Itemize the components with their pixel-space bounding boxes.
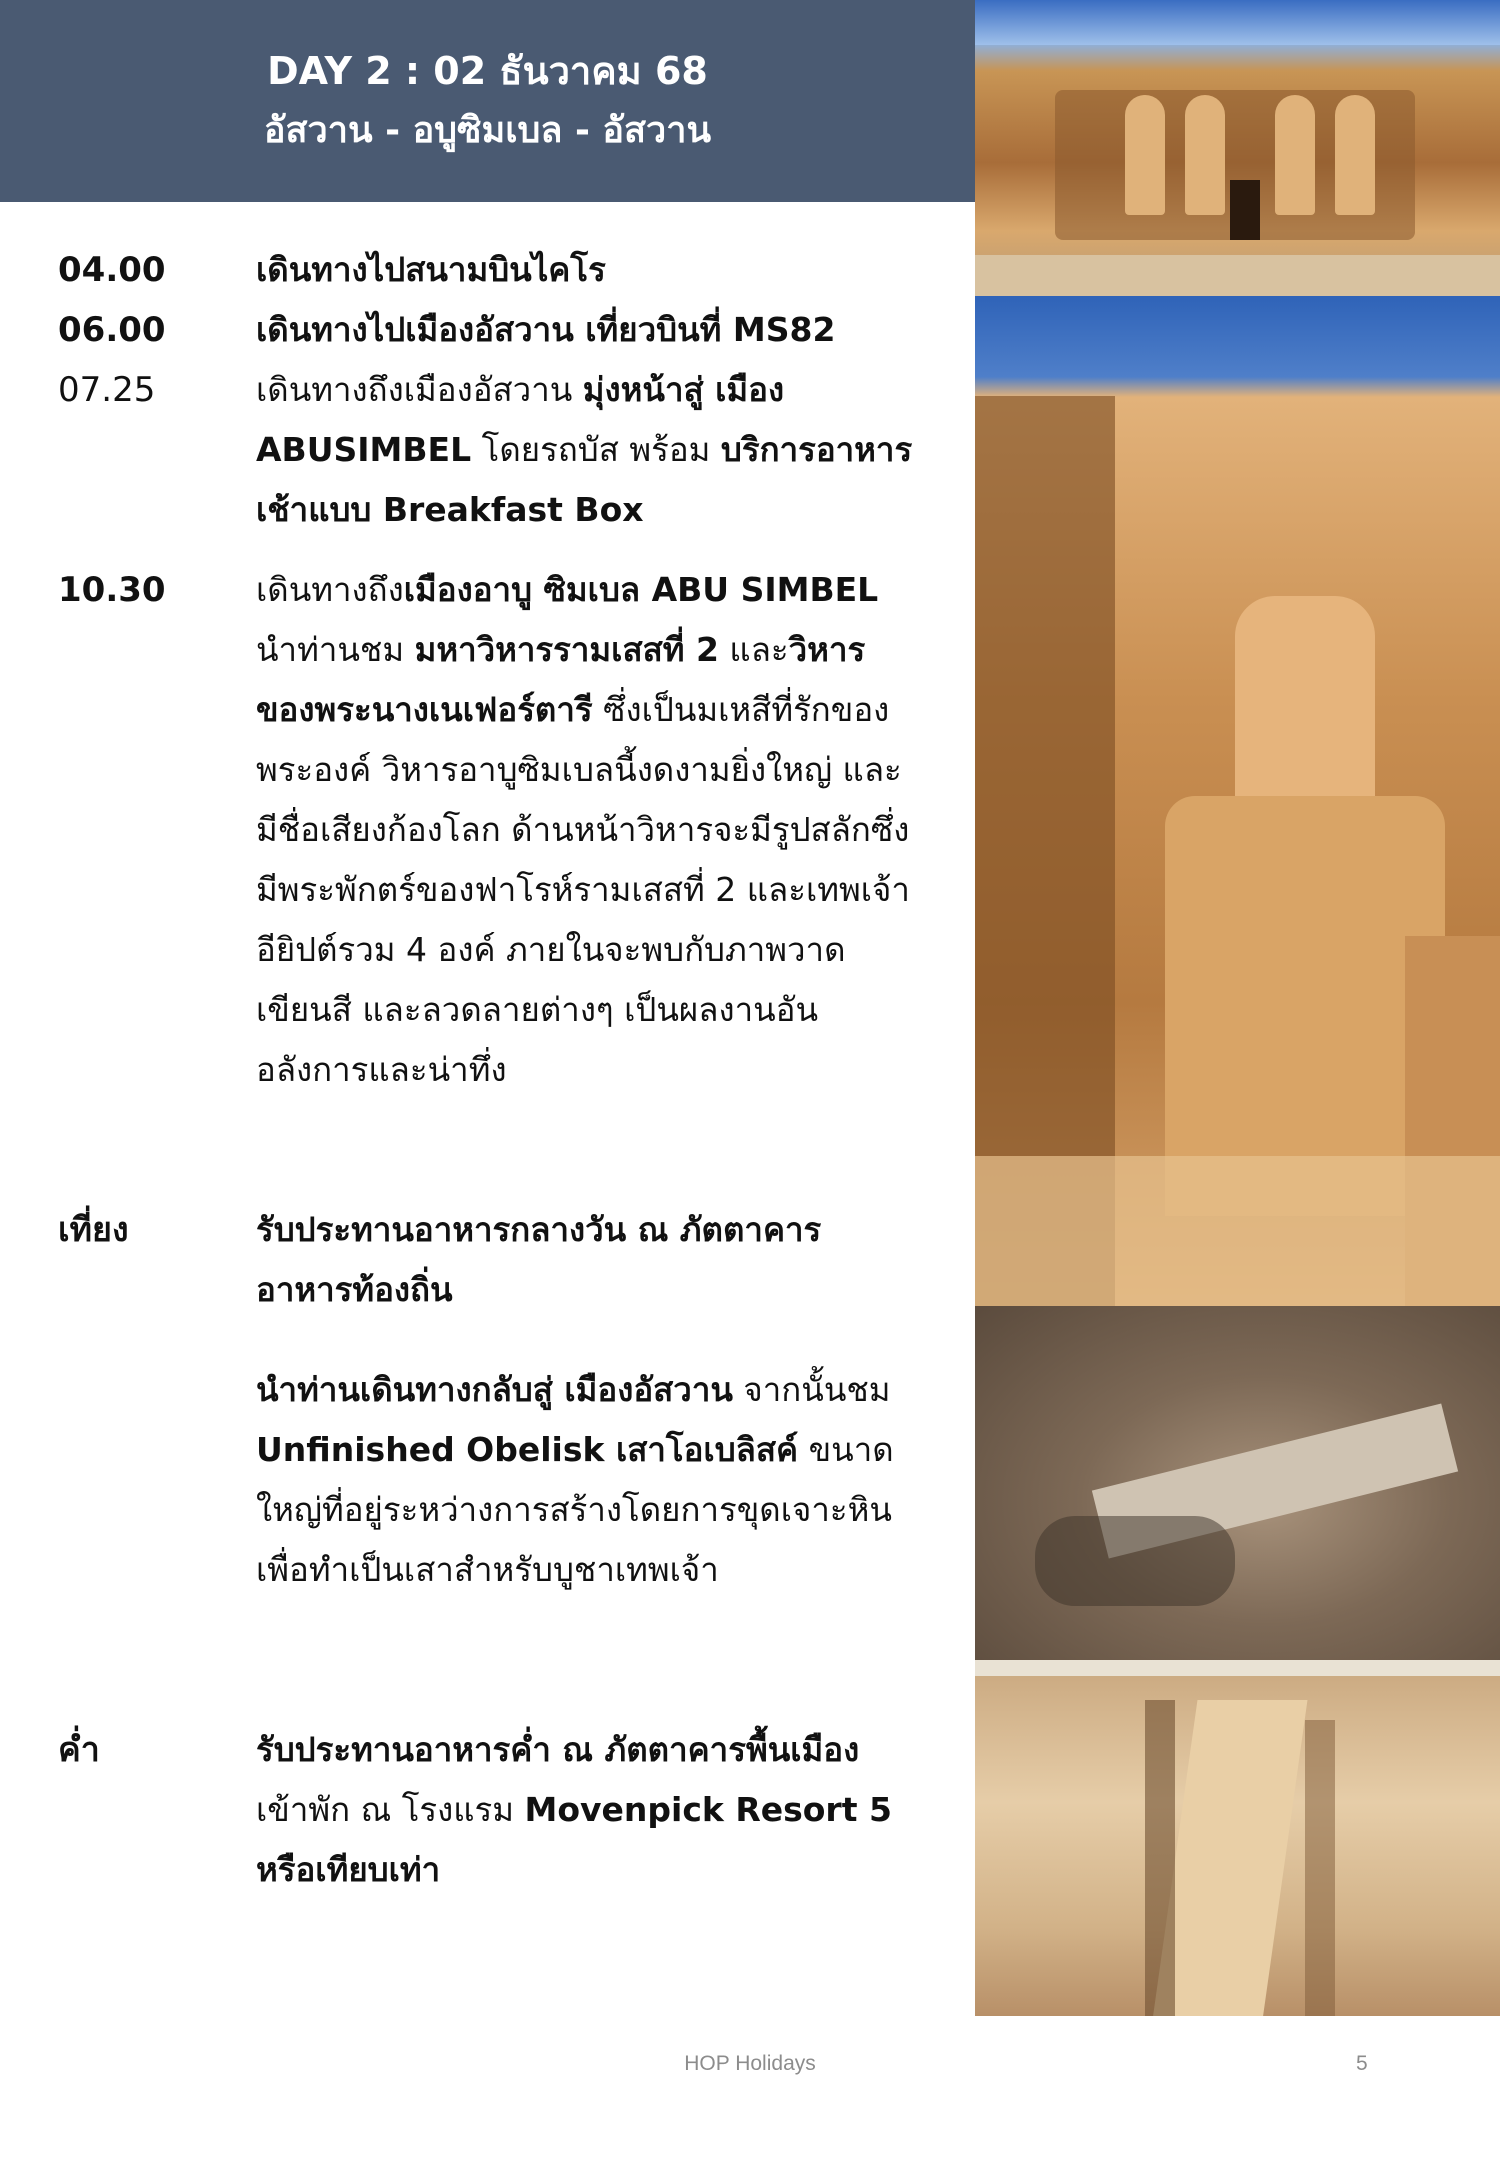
- activity-bold: เมืองอาบู ซิมเบล ABU SIMBEL: [403, 570, 879, 609]
- day-title: DAY 2 : 02 ธันวาคม 68: [267, 49, 708, 93]
- page-number: 5: [1356, 2052, 1368, 2075]
- activity-bold: เดินทางไปเมืองอัสวาน เที่ยวบินที่ MS82: [256, 310, 836, 349]
- activity-text: [256, 360, 916, 560]
- activity-text-part: ซึ่งเป็นมเหสีที่รักของพระองค์ วิหารอาบูซิมเบลนี้งดงามยิ่งใหญ่ และมีชื่อเสียงก้องโลก ด้านหน้าวิหารจะมีรูปสลักซึ่งมีพระพักตร์ของฟาโรห์รามเสสที่ 2 และเทพเจ้าอียิปต์รวม 4 องค์ ภายในจะพบกับภาพวาดเขียนสี และลวดลายต่างๆ เป็นผลงานอันอลังการและน่าทึ่ง: [256, 690, 910, 1089]
- activity-text-part: เดินทางถึงเมืองอัสวาน: [256, 370, 583, 409]
- quarry-aerial-photo: [975, 1306, 1500, 1660]
- activity-bold: วิหารของพระนางเนเฟอร์ตารี: [256, 630, 866, 729]
- time-label: ค่ำ: [58, 1730, 100, 1770]
- activity-bold: รับประทานอาหารค่ำ ณ ภัตตาคารพื้นเมือง: [256, 1730, 860, 1769]
- activity-bold: บริการอาหารเช้าแบบ Breakfast Box: [256, 430, 913, 529]
- itinerary-row-lunch: [58, 1200, 918, 1720]
- day-header: [0, 0, 975, 202]
- activity-text-part: เข้าพัก ณ โรงแรม: [256, 1790, 525, 1829]
- activity-bold: Unfinished Obelisk เสาโอเบลิสค์: [256, 1430, 799, 1469]
- itinerary-row-0725: [58, 360, 918, 560]
- unfinished-obelisk-photo: [975, 1660, 1500, 2016]
- activity-text-part: นำท่านชม: [256, 630, 415, 669]
- time-label: 10.30: [58, 570, 166, 610]
- time-label: 06.00: [58, 310, 166, 350]
- abu-simbel-temple-photo: [975, 0, 1500, 296]
- time-label: 04.00: [58, 250, 166, 290]
- activity-bold: มหาวิหารรามเสสที่ 2: [414, 630, 719, 669]
- itinerary-row-dinner: [58, 1720, 918, 1910]
- activity-text-part: จากนั้นชม: [732, 1370, 891, 1409]
- activity-bold: Movenpick Resort 5 หรือเทียบเท่า: [256, 1790, 892, 1889]
- itinerary-row-1030: [58, 560, 918, 1200]
- time-label: เที่ยง: [58, 1210, 129, 1250]
- itinerary-row-0600: [58, 300, 918, 360]
- footer-brand: HOP Holidays: [684, 2052, 816, 2075]
- time-label: 07.25: [58, 370, 156, 410]
- activity-text: [256, 1720, 916, 1910]
- activity-bold: นำท่านเดินทางกลับสู่ เมืองอัสวาน: [256, 1370, 733, 1409]
- activity-text: [256, 300, 916, 360]
- itinerary: [58, 240, 918, 1910]
- activity-bold: รับประทานอาหารกลางวัน ณ ภัตตาคารอาหารท้องถิ่น: [256, 1210, 822, 1309]
- activity-text-part: และ: [718, 630, 789, 669]
- activity-text: [256, 240, 916, 300]
- activity-bold: เดินทางไปสนามบินไคโร: [256, 250, 606, 289]
- activity-text: [256, 560, 916, 1200]
- ramesses-statue-photo: [975, 296, 1500, 1306]
- activity-text-part: ขนาดใหญ่ที่อยู่ระหว่างการสร้างโดยการขุดเจาะหิน เพื่อทำเป็นเสาสำหรับบูชาเทพเจ้า: [256, 1430, 894, 1589]
- activity-bold: มุ่งหน้าสู่ เมือง ABUSIMBEL: [256, 370, 785, 469]
- route-title: อัสวาน - อบูซิมเบล - อัสวาน: [263, 110, 712, 151]
- activity-text-part: โดยรถบัส พร้อม: [471, 430, 721, 469]
- itinerary-row-0400: [58, 240, 918, 300]
- activity-text-part: เดินทางถึง: [256, 570, 404, 609]
- activity-text: [256, 1200, 916, 1720]
